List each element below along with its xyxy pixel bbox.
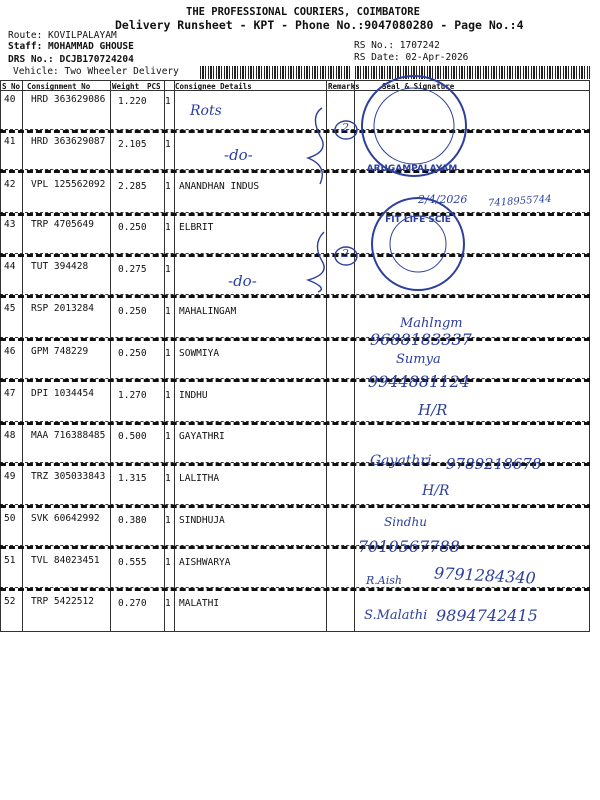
row-weight: 1.220 [118, 96, 147, 107]
row-weight: 0.275 [118, 264, 147, 275]
row-consignee: GAYATHRI [179, 431, 225, 442]
company-name: THE PROFESSIONAL COURIERS, COIMBATORE [186, 6, 420, 18]
staff-label: Staff: MOHAMMAD GHOUSE [8, 41, 134, 52]
handwritten-date: 2/4/2026 [418, 193, 468, 206]
rs-date: RS Date: 02-Apr-2026 [354, 52, 469, 63]
row-consignment: TUT 394428 [31, 261, 89, 272]
signature-gayathri: Gayathri [370, 453, 432, 469]
row-sno: 43 [4, 219, 16, 230]
row-consignee: ANANDHAN INDUS [179, 181, 260, 192]
row-consignee: LALITHA [179, 473, 220, 484]
row-consignee: SOWMIYA [179, 348, 220, 359]
runsheet-title: Delivery Runsheet - KPT - Phone No.:9047080280 - Page No.:4 [115, 18, 524, 32]
row-weight: 2.285 [118, 181, 147, 192]
row-sno: 50 [4, 513, 16, 524]
row-consignment: HRD 363629087 [31, 136, 106, 147]
row-consignment: TRP 4705649 [31, 219, 94, 230]
col-consignment: Consignment No [27, 82, 91, 91]
row-sno: 42 [4, 179, 16, 190]
row-weight: 0.250 [118, 222, 147, 233]
row-sno: 51 [4, 555, 16, 566]
row-sno: 49 [4, 471, 16, 482]
row-weight: 2.105 [118, 139, 147, 150]
handwritten-phone-48: 9789218678 [446, 455, 542, 473]
row-weight: 0.250 [118, 306, 147, 317]
row-weight: 0.250 [118, 348, 147, 359]
row-weight: 0.500 [118, 431, 147, 442]
handwritten-phone-43: 7418955744 [487, 193, 552, 210]
svg-text:ARUGAMPALAYAM: ARUGAMPALAYAM [366, 164, 458, 174]
row-sno: 52 [4, 596, 16, 607]
row-consignee: INDHU [179, 390, 208, 401]
bracket-marks [300, 96, 360, 296]
col-weight: Weight [112, 82, 140, 91]
signature-sowmiya: Sumya [396, 352, 441, 367]
row-consignment: HRD 363629086 [31, 94, 106, 105]
col-seal-signature: Seal & Signature [382, 82, 455, 91]
row-consignment: MAA 716388485 [31, 430, 106, 441]
handwritten-hr-47: H/R [418, 401, 448, 419]
handwritten-ditto-44: -do- [228, 272, 257, 290]
signature-sindhuja: Sindhu [384, 515, 427, 529]
handwritten-phone-46: 9944881124 [368, 372, 470, 391]
route-label: Route: KOVILPALAYAM [8, 30, 117, 41]
row-consignment: TRP 5422512 [31, 596, 94, 607]
row-consignee: AISHWARYA [179, 557, 231, 568]
row-weight: 1.270 [118, 390, 147, 401]
row-pcs: 1 [165, 348, 171, 359]
row-pcs: 1 [165, 431, 171, 442]
row-consignee: SINDHUJA [179, 515, 225, 526]
row-pcs: 1 [165, 390, 171, 401]
row-consignment: RSP 2013284 [31, 303, 94, 314]
handwritten-ditto-41: -do- [224, 146, 253, 164]
rs-number: RS No.: 1707242 [354, 40, 440, 51]
circle-count-43: 2 [342, 247, 349, 260]
handwritten-phone-51: 9791284340 [433, 563, 537, 588]
svg-text:FIT LIFE SCIE: FIT LIFE SCIE [385, 215, 451, 225]
row-sno: 41 [4, 136, 16, 147]
row-consignment: GPM 748229 [31, 346, 89, 357]
row-consignment: SVK 60642992 [31, 513, 100, 524]
signature-mahalingam: Mahlngm [400, 316, 463, 331]
handwritten-phone-45: 9688183337 [370, 330, 472, 349]
row-weight: 1.315 [118, 473, 147, 484]
row-consignee: ELBRIT [179, 222, 214, 233]
row-pcs: 1 [165, 222, 171, 233]
row-pcs: 1 [165, 96, 171, 107]
drs-number: DRS No.: DCJB170724204 [8, 54, 134, 65]
signature-malathi: S.Malathi [364, 608, 428, 623]
row-pcs: 1 [165, 181, 171, 192]
row-sno: 40 [4, 94, 16, 105]
row-pcs: 1 [165, 264, 171, 275]
row-consignee: MALATHI [179, 598, 220, 609]
drs-barcode [200, 66, 352, 79]
row-sno: 44 [4, 261, 16, 272]
row-weight: 0.270 [118, 598, 147, 609]
arugampalayam-stamp [358, 70, 470, 188]
vehicle-label: Vehicle: Two Wheeler Delivery [13, 66, 179, 77]
row-pcs: 1 [165, 139, 171, 150]
row-consignment: TRZ 305033843 [31, 471, 106, 482]
signature-aishwarya: R.Aish [366, 574, 402, 587]
row-consignment: DPI 1034454 [31, 388, 94, 399]
row-weight: 0.380 [118, 515, 147, 526]
row-sno: 45 [4, 303, 16, 314]
row-pcs: 1 [165, 598, 171, 609]
circle-count-40: 2 [342, 121, 349, 134]
row-pcs: 1 [165, 473, 171, 484]
row-pcs: 1 [165, 306, 171, 317]
col-sno: S No [2, 82, 21, 91]
row-consignee: MAHALINGAM [179, 306, 237, 317]
handwritten-rots: Rots [190, 103, 222, 119]
handwritten-phone-52: 9894742415 [436, 606, 538, 625]
col-pcs: PCS [147, 82, 161, 91]
col-remarks: Remarks [328, 82, 360, 91]
col-consignee: Consignee Details [175, 82, 252, 91]
row-sno: 47 [4, 388, 16, 399]
row-weight: 0.555 [118, 557, 147, 568]
row-pcs: 1 [165, 557, 171, 568]
row-sno: 48 [4, 430, 16, 441]
row-pcs: 1 [165, 515, 171, 526]
row-consignment: TVL 84023451 [31, 555, 100, 566]
handwritten-hr-49: H/R [422, 483, 450, 499]
fit-life-stamp [366, 192, 470, 296]
handwritten-phone-50: 7010567788 [358, 537, 460, 556]
row-consignment: VPL 125562092 [31, 179, 106, 190]
row-sno: 46 [4, 346, 16, 357]
runsheet-table [0, 80, 590, 632]
